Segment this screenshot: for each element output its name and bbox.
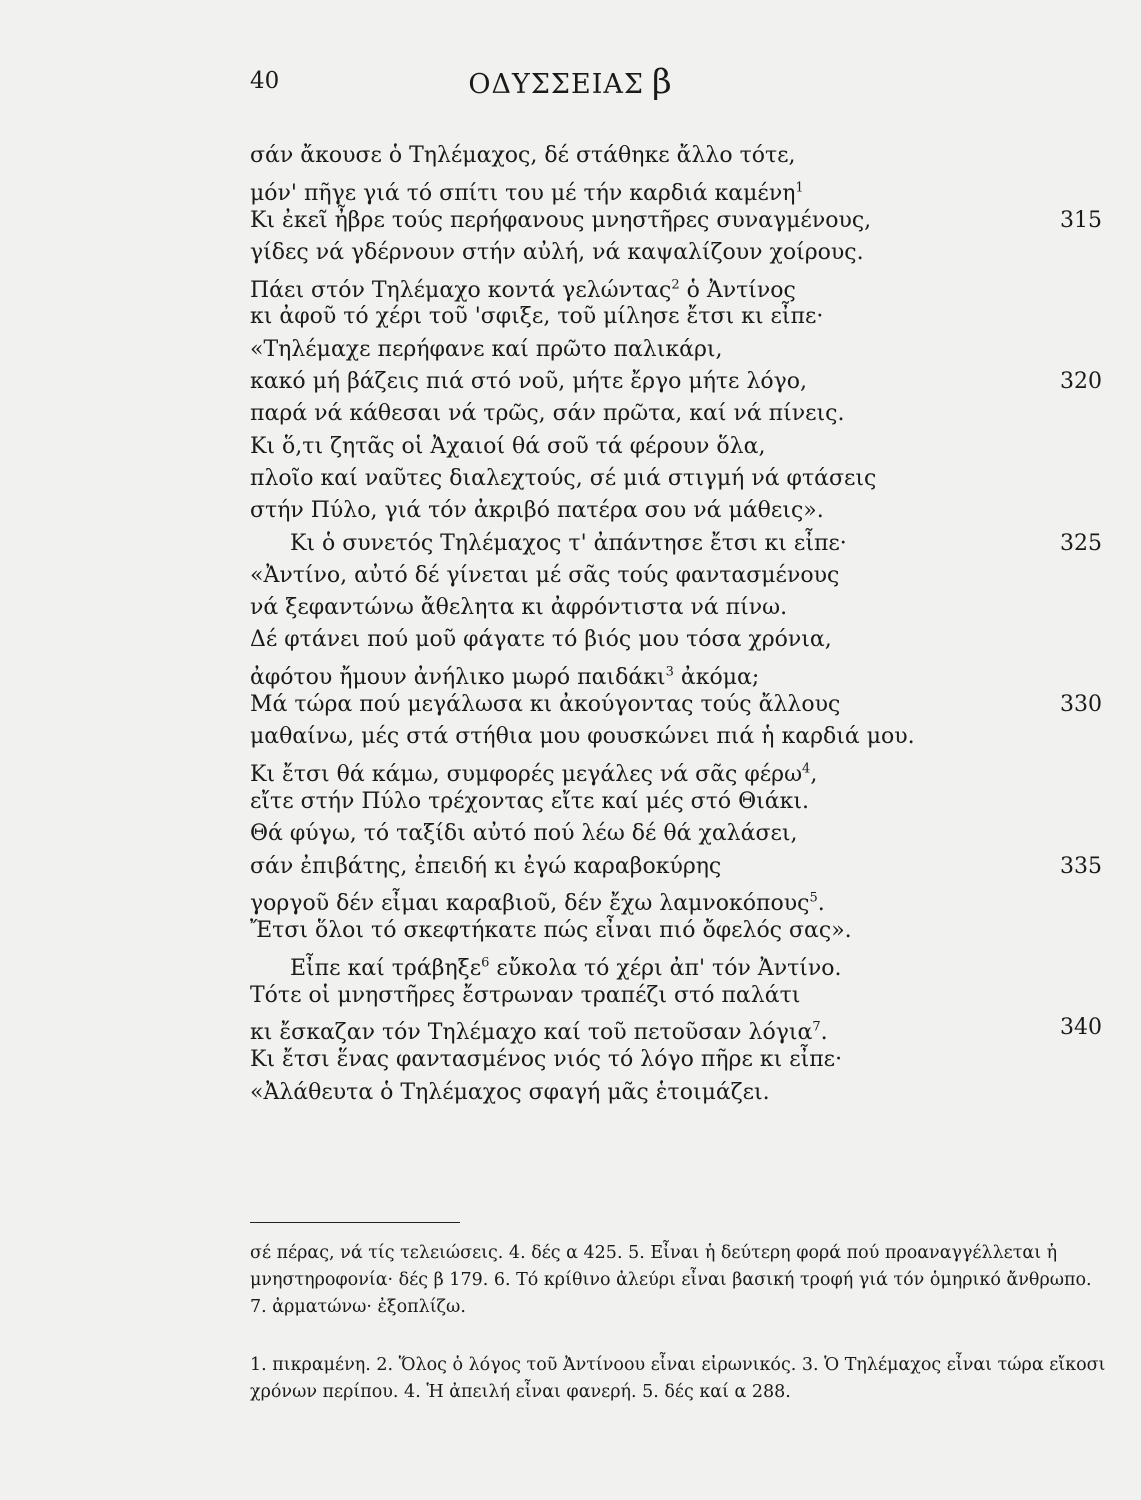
verse-line xyxy=(250,592,1110,624)
verse-text: Κι ἔτσι θά κάμω, συμφορές μεγάλες νά σᾶς φέρω$^4$, xyxy=(250,761,818,787)
verse-line xyxy=(250,851,1110,883)
verse-text: Θά φύγω, τό ταξίδι αὐτό πού λέω δέ θά χαλάσει, xyxy=(250,821,798,847)
verse-text: κακό μή βάζεις πιά στό νοῦ, μήτε ἔργο μήτε λόγο, xyxy=(250,369,808,395)
running-title xyxy=(0,62,1141,102)
verse-text: Κι ὅ,τι ζητᾶς οἱ Ἀχαιοί θά σοῦ τά φέρουν ὅλα, xyxy=(250,433,766,459)
page-number: 40 xyxy=(250,68,280,94)
verse-text: σάν ἐπιβάτης, ἐπειδή κι ἐγώ καραβοκύρης xyxy=(250,853,722,879)
verse-line xyxy=(250,205,1110,237)
verse-text: Εἶπε καί τράβηξε$^6$ εὔκολα τό χέρι ἀπ' τόν Ἀντίνο. xyxy=(290,955,842,981)
verse-text: στήν Πύλο, γιά τόν ἀκριβό πατέρα σου νά μάθεις». xyxy=(250,498,824,524)
verse-text: γίδες νά γδέρνουν στήν αὐλή, νά καψαλίζουν χοίρους. xyxy=(250,239,864,265)
verse-text: παρά νά κάθεσαι νά τρῶς, σάν πρῶτα, καί νά πίνεις. xyxy=(250,401,845,427)
verse-line xyxy=(250,172,1110,204)
verse-line xyxy=(250,657,1110,689)
verse-line xyxy=(250,398,1110,430)
verse-block xyxy=(250,140,1110,1109)
verse-line xyxy=(250,237,1110,269)
verse-line xyxy=(250,1012,1110,1044)
running-title-text: ΟΔΥΣΣΕΙΑΣ xyxy=(468,69,644,100)
verse-line xyxy=(250,1077,1110,1109)
verse-text: «Ἀλάθευτα ὁ Τηλέμαχος σφαγή μᾶς ἑτοιμάζει. xyxy=(250,1079,770,1105)
verse-text: νά ξεφαντώνω ἄθελητα κι ἀφρόντιστα νά πίνω. xyxy=(250,595,788,621)
verse-line xyxy=(250,721,1110,753)
verse-text: ἀφότου ἤμουν ἀνήλικο μωρό παιδάκι$^3$ ἀκόμα; xyxy=(250,664,760,691)
line-number: 325 xyxy=(1060,530,1102,556)
footnote-marker: 6 xyxy=(481,955,490,971)
footnotes-continued: σέ πέρας, νά τίς τελειώσεις. 4. δές α 425. 5. Εἶναι ἡ δεύτερη φορά πού προαναγγέλλεται ἡ μνηστηροφονία· δές β 179. 6. Τό κρίθινο ἀλεύρι εἶναι βασική τροφή γιά τόν ὁμηρικό ἄνθρωπο. 7. ἀρματώνω· ἐξοπλίζω. xyxy=(250,1243,1092,1317)
verse-line xyxy=(250,786,1110,818)
verse-text: Δέ φτάνει πού μοῦ φάγατε τό βιός μου τόσα χρόνια, xyxy=(250,627,832,653)
verse-line xyxy=(250,301,1110,333)
verse-text: Ἔτσι ὅλοι τό σκεφτήκατε πώς εἶναι πιό ὄφελός σας». xyxy=(250,918,852,944)
verse-line xyxy=(250,754,1110,786)
verse-text: Τότε οἱ μνηστῆρες ἔστρωναν τραπέζι στό παλάτι xyxy=(250,982,801,1008)
verse-text: κι ἀφοῦ τό χέρι τοῦ 'σφιξε, τοῦ μίλησε ἔτσι κι εἶπε· xyxy=(250,304,824,330)
verse-text: κι ἔσκαζαν τόν Τηλέμαχο καί τοῦ πετοῦσαν λόγια$^7$. xyxy=(250,1020,828,1046)
footnote-marker: 7 xyxy=(812,1020,821,1036)
footnote-marker: 5 xyxy=(809,890,818,906)
verse-text: Κι ὁ συνετός Τηλέμαχος τ' ἀπάντησε ἔτσι κι εἶπε· xyxy=(290,530,847,556)
verse-line xyxy=(250,883,1110,915)
verse-line xyxy=(250,366,1110,398)
verse-text: Πάει στόν Τηλέμαχο κοντά γελώντας$^2$ ὁ Ἀντίνος xyxy=(250,277,796,303)
footnote-marker: 1 xyxy=(795,180,804,196)
line-number: 335 xyxy=(1060,853,1102,879)
verse-line xyxy=(250,1044,1110,1076)
verse-text: «Ἀντίνο, αὐτό δέ γίνεται μέ σᾶς τούς φαντασμένους xyxy=(250,562,840,588)
line-number: 315 xyxy=(1060,207,1102,233)
verse-line xyxy=(250,689,1110,721)
verse-line xyxy=(250,947,1110,979)
verse-line xyxy=(250,560,1110,592)
verse-line xyxy=(250,528,1110,560)
verse-text: «Τηλέμαχε περήφανε καί πρῶτο παλικάρι, xyxy=(250,336,723,362)
line-number: 340 xyxy=(1060,1015,1102,1041)
footnote-marker: 4 xyxy=(802,761,811,777)
footnote-marker: 2 xyxy=(671,277,680,293)
verse-line xyxy=(250,140,1110,172)
verse-line xyxy=(250,495,1110,527)
verse-line xyxy=(250,463,1110,495)
verse-line xyxy=(250,334,1110,366)
verse-text: μόν' πῆγε γιά τό σπίτι του μέ τήν καρδιά καμένη$^1$ xyxy=(250,180,804,206)
page-header xyxy=(0,62,1141,102)
verse-line xyxy=(250,980,1110,1012)
footnote-marker: 3 xyxy=(665,664,674,680)
verse-text: Κι ἔτσι ἕνας φαντασμένος νιός τό λόγο πῆρε κι εἶπε· xyxy=(250,1047,843,1073)
verse-text: σάν ἄκουσε ὁ Τηλέμαχος, δέ στάθηκε ἄλλο τότε, xyxy=(250,143,796,168)
book-letter: β xyxy=(651,62,673,102)
verse-text: γοργοῦ δέν εἶμαι καραβιοῦ, δέν ἔχω λαμνοκόπους$^5$. xyxy=(250,890,825,917)
verse-text: Μά τώρα πού μεγάλωσα κι ἀκούγοντας τούς ἄλλους xyxy=(250,692,841,718)
verse-line xyxy=(250,915,1110,947)
verse-text: εἴτε στήν Πύλο τρέχοντας εἴτε καί μές στό Θιάκι. xyxy=(250,788,809,814)
footnote-separator xyxy=(250,1222,460,1223)
verse-text: πλοῖο καί ναῦτες διαλεχτούς, σέ μιά στιγμή νά φτάσεις xyxy=(250,465,877,491)
verse-line xyxy=(250,431,1110,463)
verse-line xyxy=(250,269,1110,301)
verse-line xyxy=(250,818,1110,850)
verse-text: Κι ἐκεῖ ἦβρε τούς περήφανους μνηστῆρες συναγμένους, xyxy=(250,207,872,233)
line-number: 320 xyxy=(1060,369,1102,395)
verse-line xyxy=(250,624,1110,656)
line-number: 330 xyxy=(1060,692,1102,718)
footnotes-main: 1. πικραμένη. 2. Ὅλος ὁ λόγος τοῦ Ἀντίνοου εἶναι εἰρωνικός. 3. Ὁ Τηλέμαχος εἶναι τώρα εἴκοσι χρόνων περίπου. 4. Ἡ ἀπειλή εἶναι φανερή. 5. δές καί α 288. xyxy=(250,1355,1106,1402)
verse-text: μαθαίνω, μές στά στήθια μου φουσκώνει πιά ἡ καρδιά μου. xyxy=(250,724,915,750)
